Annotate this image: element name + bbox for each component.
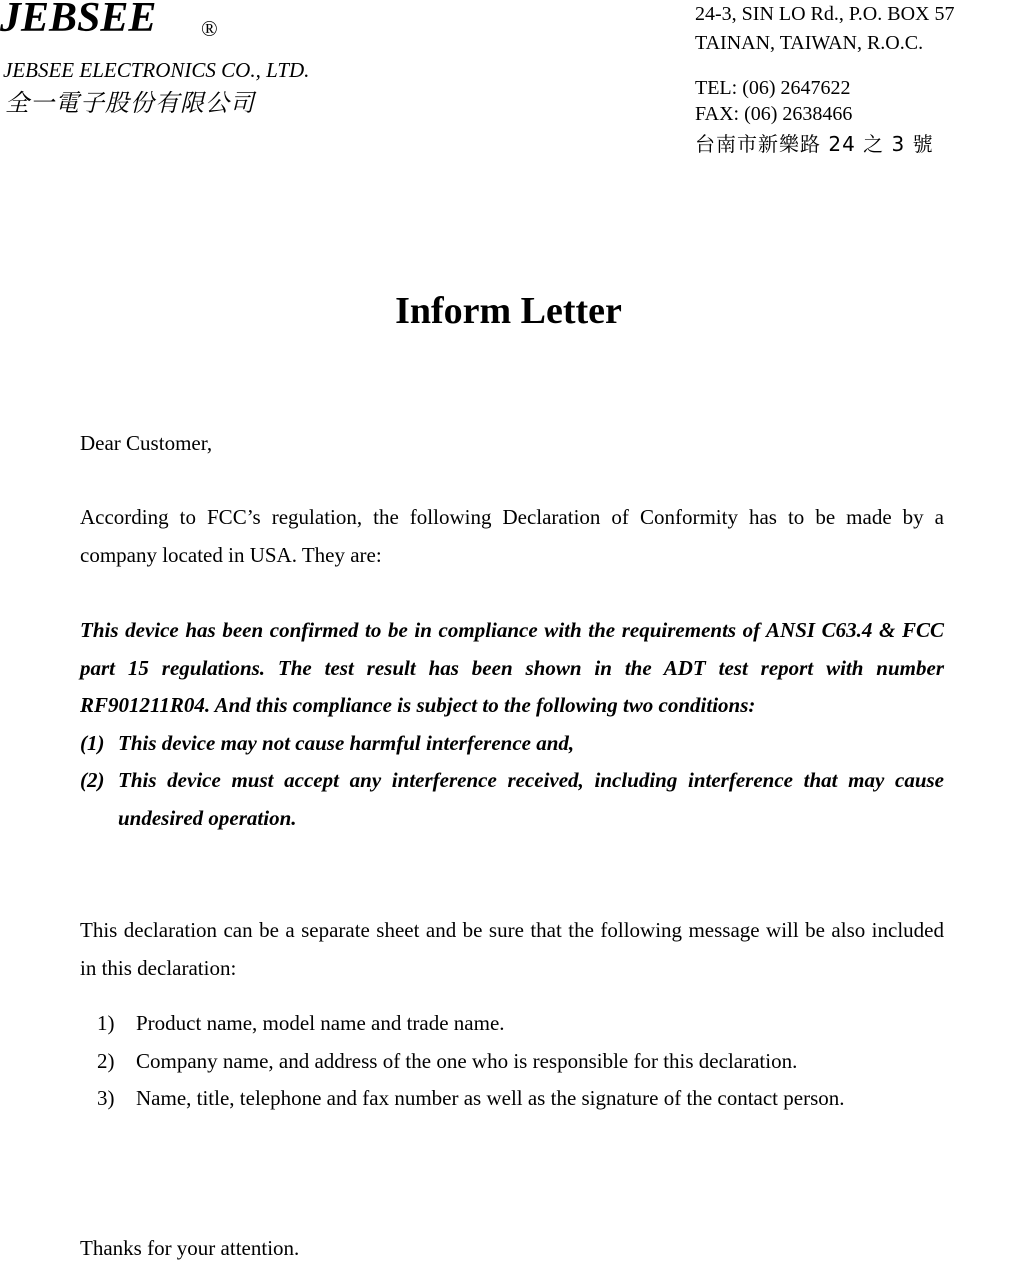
list-item	[97, 1080, 944, 1118]
list-item-number: 1)	[97, 1011, 115, 1035]
condition-text: This device may not cause harmful interference and,	[118, 730, 575, 755]
list-item-number: 3)	[97, 1086, 115, 1110]
telephone: TEL: (06) 2647622	[695, 77, 851, 99]
list-item-text: Name, title, telephone and fax number as well as the signature of the contact person.	[136, 1086, 845, 1110]
declaration-paragraph: This declaration can be a separate sheet and be sure that the following message will be also included in this declaration:	[80, 918, 944, 980]
company-logo: JEBSEE	[0, 0, 157, 41]
condition-text: This device must accept any interference received, including interference that may cause undesired operation.	[118, 768, 944, 830]
statement-text: This device has been confirmed to be in compliance with the requirements of ANSI C63.4 & FCC part 15 regulations. The test result has been shown in the ADT test report with number RF901211R04. And this compliance is subject to the following two conditions:	[80, 618, 944, 717]
required-items-list	[97, 1005, 944, 1118]
address-zh: 台南市新樂路 24 之 3 號	[695, 132, 934, 156]
address-line-1: 24-3, SIN LO Rd., P.O. BOX 57	[695, 3, 955, 25]
condition-number: (1)	[80, 730, 105, 755]
closing-line: Thanks for your attention.	[80, 1236, 300, 1260]
address-line-2: TAINAN, TAIWAN, R.O.C.	[695, 32, 924, 54]
intro-paragraph: According to FCC’s regulation, the following Declaration of Conformity has to be made by a company located in USA. They are:	[80, 505, 944, 567]
compliance-statement	[80, 612, 944, 837]
registered-mark: ®	[201, 16, 218, 41]
list-item	[97, 1043, 944, 1081]
condition-number: (2)	[80, 768, 105, 792]
letter-title: Inform Letter	[395, 290, 622, 332]
condition-item	[80, 725, 944, 763]
list-item-text: Product name, model name and trade name.	[136, 1011, 505, 1035]
company-name-zh: 全一電子股份有限公司	[5, 89, 255, 117]
salutation: Dear Customer,	[80, 431, 213, 455]
company-name-en: JEBSEE ELECTRONICS CO., LTD.	[3, 58, 310, 82]
list-item-text: Company name, and address of the one who is responsible for this declaration.	[136, 1048, 798, 1073]
condition-item	[80, 762, 944, 837]
list-item-number: 2)	[97, 1048, 115, 1073]
fax: FAX: (06) 2638466	[695, 103, 853, 125]
list-item	[97, 1005, 944, 1043]
